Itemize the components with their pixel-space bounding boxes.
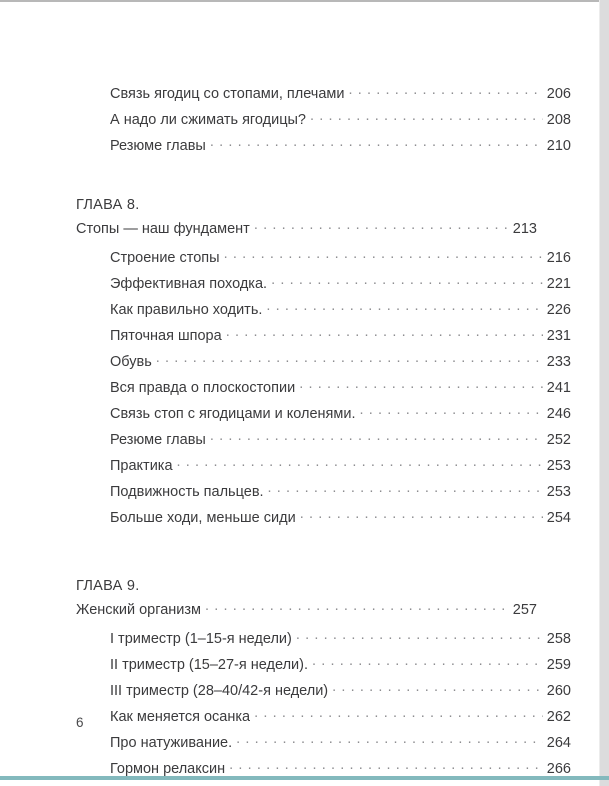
toc-entry-page-number: 259 xyxy=(546,656,571,673)
toc-entry-title: III триместр (28–40/42-я недели) xyxy=(110,682,329,699)
toc-entry-page-number: 254 xyxy=(546,509,571,526)
toc-entry-title: Про натуживание. xyxy=(110,734,233,751)
toc-entry[interactable] xyxy=(76,429,571,448)
bottom-accent-rule xyxy=(0,776,609,780)
toc-entry-title: Как правильно ходить. xyxy=(110,301,263,318)
dot-leader xyxy=(226,325,543,340)
toc-entry-page-number: 258 xyxy=(546,630,571,647)
toc-entry-title: Связь стоп с ягодицами и коленями. xyxy=(110,405,356,422)
toc-entry-page-number: 241 xyxy=(546,379,571,396)
dot-leader xyxy=(156,351,543,366)
toc-entry-title: Пяточная шпора xyxy=(110,327,222,344)
toc-entry[interactable] xyxy=(76,135,571,154)
dot-leader xyxy=(300,507,543,522)
toc-entry-page-number: 226 xyxy=(546,301,571,318)
dot-leader xyxy=(310,109,543,124)
toc-entry-page-number: 206 xyxy=(546,85,571,102)
toc-entry[interactable] xyxy=(76,247,571,266)
dot-leader xyxy=(205,599,509,614)
toc-entry[interactable] xyxy=(76,758,571,777)
dot-leader xyxy=(229,758,543,773)
dot-leader xyxy=(360,403,543,418)
toc-entry-page-number: 210 xyxy=(546,137,571,154)
toc-entry[interactable] xyxy=(76,481,571,500)
toc-entry-page-number: 253 xyxy=(546,483,571,500)
dot-leader xyxy=(210,135,543,150)
toc-entry[interactable] xyxy=(76,628,571,647)
dot-leader xyxy=(177,455,543,470)
toc-entry-title: А надо ли сжимать ягодицы? xyxy=(110,111,306,128)
dot-leader xyxy=(224,247,543,262)
toc-entry[interactable] xyxy=(76,351,571,370)
toc-entry-page-number: 253 xyxy=(546,457,571,474)
toc-entry[interactable] xyxy=(76,732,571,751)
toc-entry-title: Подвижность пальцев. xyxy=(110,483,264,500)
toc-entry-page-number: 257 xyxy=(512,601,537,618)
dot-leader xyxy=(296,628,543,643)
toc-entry-page-number: 262 xyxy=(546,708,571,725)
dot-leader xyxy=(312,654,543,669)
toc-entry-page-number: 260 xyxy=(546,682,571,699)
toc-entry-title: Практика xyxy=(110,457,173,474)
toc-entry[interactable] xyxy=(76,273,571,292)
toc-entry[interactable] xyxy=(76,325,571,344)
dot-leader xyxy=(266,299,543,314)
toc-entry-title: Обувь xyxy=(110,353,152,370)
toc-entry-title: Строение стопы xyxy=(110,249,220,266)
toc-entry-page-number: 231 xyxy=(546,327,571,344)
toc-entry[interactable] xyxy=(76,507,571,526)
toc-entry-page-number: 266 xyxy=(546,760,571,777)
toc-entry-page-number: 252 xyxy=(546,431,571,448)
toc-entry-title: Женский организм xyxy=(76,601,201,618)
toc-entry-page-number: 246 xyxy=(546,405,571,422)
toc-entry-title: Как меняется осанка xyxy=(110,708,251,725)
toc-chapter-title[interactable] xyxy=(76,218,537,237)
toc-entry-title: Резюме главы xyxy=(110,137,206,154)
toc-entry[interactable] xyxy=(76,377,571,396)
toc-entry[interactable] xyxy=(76,455,571,474)
dot-leader xyxy=(271,273,543,288)
toc-entry[interactable] xyxy=(76,299,571,318)
dot-leader xyxy=(210,429,543,444)
page-number: 6 xyxy=(76,715,84,730)
toc-entry-title: II триместр (15–27-я недели). xyxy=(110,656,308,673)
dot-leader xyxy=(348,83,543,98)
toc-entry[interactable] xyxy=(76,403,571,422)
toc-entry[interactable] xyxy=(76,109,571,128)
dot-leader xyxy=(332,680,543,695)
toc-entry[interactable] xyxy=(76,680,571,699)
toc-chapter-label: ГЛАВА 9. xyxy=(76,578,140,594)
toc-entry-title: Стопы — наш фундамент xyxy=(76,220,250,237)
toc-entry-title: Гормон релаксин xyxy=(110,760,226,777)
toc-entry-page-number: 216 xyxy=(546,249,571,266)
dot-leader xyxy=(299,377,543,392)
toc-entry-page-number: 221 xyxy=(546,275,571,292)
toc-entry-title: Связь ягодиц со стопами, плечами xyxy=(110,85,345,102)
toc-entry-page-number: 233 xyxy=(546,353,571,370)
toc-entry-title: Вся правда о плоскостопии xyxy=(110,379,296,396)
toc-entry-title: I триместр (1–15-я недели) xyxy=(110,630,292,647)
dot-leader xyxy=(254,218,509,233)
toc-entry-title: Эффективная походка. xyxy=(110,275,268,292)
toc-entry[interactable] xyxy=(76,83,571,102)
page-right-edge xyxy=(600,0,609,786)
toc-entry-page-number: 213 xyxy=(512,220,537,237)
toc-entry-page-number: 264 xyxy=(546,734,571,751)
dot-leader xyxy=(268,481,543,496)
dot-leader xyxy=(254,706,543,721)
toc-entry-page-number: 208 xyxy=(546,111,571,128)
page-top-edge xyxy=(0,0,609,2)
toc-entry[interactable] xyxy=(76,654,571,673)
toc-entry-title: Больше ходи, меньше сиди xyxy=(110,509,296,526)
toc-chapter-title[interactable] xyxy=(76,599,537,618)
toc-entry-title: Резюме главы xyxy=(110,431,206,448)
dot-leader xyxy=(236,732,543,747)
toc-entry[interactable] xyxy=(76,706,571,725)
toc-chapter-label: ГЛАВА 8. xyxy=(76,197,140,213)
